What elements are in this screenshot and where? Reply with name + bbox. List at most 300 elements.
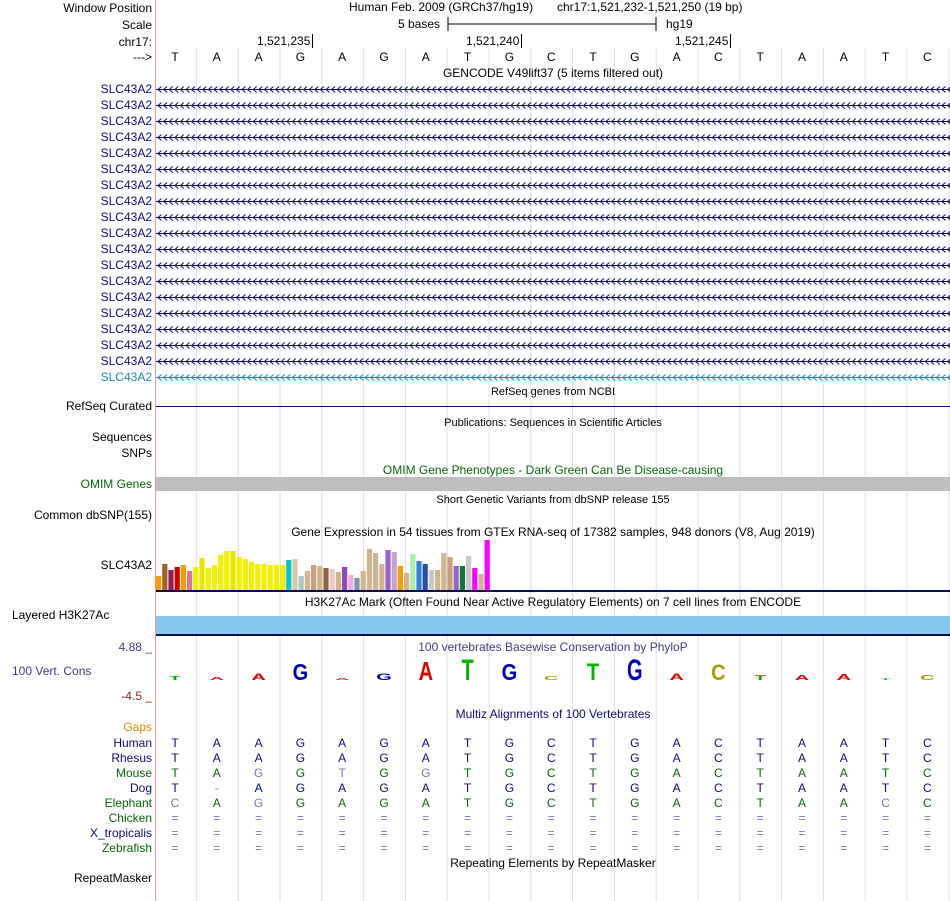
alignment-base: G [295, 736, 306, 750]
alignment-base: = [464, 826, 472, 840]
alignment-base: C [881, 796, 890, 810]
gencode-gene-label[interactable]: SLC43A2 [100, 178, 152, 192]
alignment-base: = [756, 841, 764, 855]
cons-letter: G [627, 654, 643, 688]
alignment-base: C [714, 781, 723, 795]
gencode-gene-label[interactable]: SLC43A2 [100, 146, 152, 160]
alignment-base: C [714, 751, 723, 765]
alignment-base: A [839, 736, 848, 750]
alignment-base: = [338, 811, 346, 825]
alignment-base: = [840, 811, 848, 825]
omim-bar[interactable] [156, 477, 950, 491]
repeatmasker-label[interactable]: RepeatMasker [73, 871, 152, 885]
alignment-base: = [171, 811, 179, 825]
gtex-tissue-bar [280, 565, 285, 590]
gtex-tissue-bar [416, 561, 421, 590]
alignment-base: C [546, 736, 556, 750]
sequence-base: A [672, 50, 681, 64]
alignment-base: A [212, 796, 221, 810]
alignment-base: G [295, 766, 306, 780]
gtex-tissue-bar [478, 574, 483, 590]
window-position-label: Window Position [63, 1, 152, 15]
alignment-base: = [380, 811, 388, 825]
alignment-base: C [923, 766, 932, 780]
alignment-base: = [882, 811, 890, 825]
alignment-base: G [379, 796, 389, 810]
sequence-base: A [797, 50, 806, 64]
gtex-tissue-bar [330, 569, 335, 590]
chrom-label: chr17: [118, 35, 152, 49]
cons-letter: C [920, 673, 935, 682]
gencode-transcript [156, 119, 950, 125]
cons-letter: A [836, 673, 852, 683]
alignment-base: T [589, 736, 597, 750]
alignment-base: G [253, 766, 264, 780]
gtex-tissue-bar [472, 568, 477, 590]
alignment-base: = [380, 841, 388, 855]
alignment-base: = [296, 811, 304, 825]
gtex-tissue-bar [268, 565, 273, 590]
alignment-base: A [839, 751, 848, 765]
alignment-base: G [630, 736, 640, 750]
alignment-base: A [797, 736, 806, 750]
gencode-transcript [156, 295, 950, 301]
gtex-tissue-bar [410, 554, 415, 590]
alignment-base: C [923, 796, 932, 810]
multiz-title: Multiz Alignments of 100 Vertebrates [455, 707, 651, 721]
alignment-base: G [295, 796, 306, 810]
alignment-base: = [756, 811, 764, 825]
alignment-base: A [672, 751, 681, 765]
alignment-base: T [589, 766, 597, 780]
alignment-base: T [463, 751, 472, 765]
alignment-base: A [672, 736, 681, 750]
alignment-base: = [547, 841, 555, 855]
alignment-base: = [673, 811, 681, 825]
gaps-label: Gaps [123, 720, 152, 734]
alignment-base: = [631, 826, 639, 840]
gtex-tissue-bar [292, 559, 297, 590]
alignment-base: = [422, 841, 430, 855]
gtex-tissue-bar [379, 564, 384, 590]
cons-letter: A [794, 673, 810, 682]
gencode-transcript [156, 375, 950, 381]
alignment-base: T [171, 751, 179, 765]
alignment-base: A [797, 796, 806, 810]
alignment-base: T [756, 751, 764, 765]
alignment-base: = [798, 841, 806, 855]
gencode-gene-label[interactable]: SLC43A2 [100, 354, 152, 368]
alignment-base: G [379, 736, 389, 750]
gencode-transcript [156, 183, 950, 189]
gencode-transcript [156, 103, 950, 109]
track-labels [0, 0, 155, 901]
gtex-tissue-bar [162, 564, 167, 590]
gencode-transcript [156, 279, 950, 285]
alignment-base: = [505, 841, 513, 855]
alignment-base: = [255, 811, 263, 825]
gtex-tissue-bar [429, 570, 434, 590]
alignment-base: = [547, 826, 555, 840]
alignment-base: C [714, 766, 723, 780]
alignment-base: = [714, 811, 722, 825]
strand-label: ---> [133, 50, 152, 64]
position-text: chr17:1,521,232-1,521,250 (19 bp) [557, 0, 743, 14]
gtex-tissue-bar [274, 565, 279, 590]
sequence-base: T [463, 50, 472, 64]
dbsnp-label[interactable]: Common dbSNP(155) [33, 508, 152, 522]
alignment-base: G [295, 781, 306, 795]
alignment-base: G [630, 796, 640, 810]
gencode-transcript [156, 151, 950, 157]
alignment-base: T [756, 781, 764, 795]
alignment-base: G [295, 751, 306, 765]
species-label: Human [113, 736, 152, 750]
alignment-base: A [797, 766, 806, 780]
sequence-base: G [504, 50, 515, 64]
alignment-base: C [546, 781, 556, 795]
alignment-base: = [923, 826, 931, 840]
gtex-tissue-bar [212, 565, 217, 590]
alignment-base: = [171, 826, 179, 840]
gtex-tissue-bar [305, 571, 310, 590]
alignment-base: - [214, 781, 219, 795]
gencode-gene-label[interactable]: SLC43A2 [100, 130, 152, 144]
gtex-tissue-bar [323, 568, 328, 590]
gencode-features[interactable] [156, 81, 950, 385]
alignment-base: A [338, 751, 347, 765]
cons-ymin: -4.5 _ [121, 689, 152, 703]
gtex-tissue-bar [404, 573, 409, 590]
publications-title: Publications: Sequences in Scientific Articles [444, 417, 662, 429]
sequence-base: G [630, 50, 640, 64]
cons-letter: T [879, 678, 892, 681]
gencode-transcript [156, 215, 950, 221]
alignment-base: = [798, 811, 806, 825]
alignment-base: G [630, 781, 640, 795]
alignment-base: A [338, 736, 347, 750]
gtex-tissue-bar [243, 559, 248, 590]
assembly-text: Human Feb. 2009 (GRCh37/hg19) [349, 0, 534, 14]
alignment-base: C [714, 796, 723, 810]
alignment-base: = [255, 841, 263, 855]
cons-letter: C [543, 675, 559, 682]
alignment-base: A [672, 796, 681, 810]
gtex-tissue-bar [342, 567, 347, 590]
gencode-gene-label[interactable]: SLC43A2 [100, 338, 152, 352]
alignment-base: G [379, 781, 389, 795]
ruler-tick-label: 1,521,235 [257, 34, 311, 48]
gencode-gene-label[interactable]: SLC43A2 [100, 290, 152, 304]
alignment-base: T [881, 751, 890, 765]
gencode-gene-label[interactable]: SLC43A2 [100, 82, 152, 96]
sequence-base: C [546, 50, 556, 64]
gencode-gene-label[interactable]: SLC43A2 [100, 114, 152, 128]
cons-title: 100 vertebrates Basewise Conservation by PhyloP [418, 640, 688, 654]
cons-letter: A [669, 672, 684, 683]
gencode-gene-label[interactable]: SLC43A2 [100, 258, 152, 272]
cons-label[interactable]: 100 Vert. Cons [12, 664, 92, 678]
gtex-label[interactable]: SLC43A2 [100, 558, 152, 572]
cons-letter: G [501, 658, 518, 686]
gencode-transcript [156, 327, 950, 333]
gtex-tissue-bar [199, 558, 204, 590]
gtex-tissue-bar [286, 560, 291, 590]
gtex-tissue-bar [255, 564, 260, 590]
alignment-base: T [171, 781, 179, 795]
cons-letter: T [754, 673, 767, 682]
alignment-base: A [254, 751, 263, 765]
ruler-tick-label: 1,521,245 [675, 34, 729, 48]
gtex-tissue-bar [224, 551, 229, 590]
alignment-base: T [589, 781, 597, 795]
alignment-base: = [213, 811, 221, 825]
gtex-tissue-bar [398, 566, 403, 590]
gencode-gene-label[interactable]: SLC43A2 [100, 210, 152, 224]
alignment-base: A [338, 796, 347, 810]
dbsnp-title: Short Genetic Variants from dbSNP release 155 [436, 494, 670, 506]
gtex-tissue-bar [249, 562, 254, 590]
h3k27ac-signal[interactable] [156, 616, 950, 634]
alignment-base: = [923, 841, 931, 855]
gtex-tissue-bar [435, 570, 440, 590]
alignment-base: A [421, 736, 430, 750]
gencode-gene-label[interactable]: SLC43A2 [100, 370, 152, 384]
alignment-base: T [756, 736, 764, 750]
h3k27ac-label[interactable]: Layered H3K27Ac [12, 608, 110, 622]
species-label: Mouse [115, 766, 152, 780]
alignment-base: A [839, 796, 848, 810]
alignment-base: A [672, 781, 681, 795]
refseq-title: RefSeq genes from NCBI [490, 386, 616, 398]
alignment-base: T [463, 796, 472, 810]
gtex-tissue-bar [385, 550, 390, 590]
gtex-tissue-bar [454, 566, 459, 590]
gtex-tissue-bar [392, 552, 397, 590]
alignment-base: G [253, 796, 264, 810]
alignment-base: = [505, 811, 513, 825]
cons-letter: T [586, 658, 600, 686]
gtex-tissue-bar [206, 568, 211, 590]
alignment-base: = [840, 841, 848, 855]
alignment-base: A [254, 736, 263, 750]
gencode-gene-label[interactable]: SLC43A2 [100, 162, 152, 176]
alignment-base: = [673, 841, 681, 855]
alignment-base: = [798, 826, 806, 840]
species-label: Chicken [108, 811, 152, 825]
gtex-tissue-bar [361, 571, 366, 590]
alignment-base: T [463, 781, 472, 795]
gencode-transcript [156, 359, 950, 365]
gtex-tissue-bar [485, 540, 490, 590]
gencode-transcript [156, 247, 950, 253]
gencode-gene-label[interactable]: SLC43A2 [100, 242, 152, 256]
gencode-gene-label[interactable]: SLC43A2 [100, 194, 152, 208]
gtex-tissue-bar [181, 565, 186, 590]
cons-letter: G [292, 658, 309, 686]
gencode-gene-label[interactable]: SLC43A2 [100, 98, 152, 112]
species-label: X_tropicalis [89, 826, 152, 840]
sequence-base: T [756, 50, 764, 64]
cons-letter: T [461, 654, 474, 688]
gtex-tissue-bar [336, 572, 341, 590]
cons-letter: A [251, 672, 266, 683]
alignment-base: G [379, 766, 389, 780]
gencode-gene-label[interactable]: SLC43A2 [100, 274, 152, 288]
alignment-base: = [714, 841, 722, 855]
alignment-base: = [631, 811, 639, 825]
alignment-base: T [338, 766, 346, 780]
alignment-base: = [882, 826, 890, 840]
alignment-base: A [839, 781, 848, 795]
alignment-base: G [379, 751, 389, 765]
alignment-base: = [171, 841, 179, 855]
alignment-base: C [923, 736, 932, 750]
alignment-base: = [464, 841, 472, 855]
species-label: Rhesus [111, 751, 152, 765]
sequence-base: T [589, 50, 597, 64]
alignment-base: A [421, 781, 430, 795]
gtex-tissue-bar [367, 549, 372, 590]
alignment-base: T [463, 736, 472, 750]
alignment-base: C [546, 766, 556, 780]
alignment-base: C [923, 781, 932, 795]
gencode-gene-label[interactable]: SLC43A2 [100, 226, 152, 240]
gencode-title: GENCODE V49lift37 (5 items filtered out) [442, 66, 664, 80]
gtex-tissue-bar [230, 551, 235, 590]
gtex-tissue-bar [441, 553, 446, 590]
alignment-base: = [714, 826, 722, 840]
cons-letter: A [418, 656, 434, 686]
sequence-base: G [379, 50, 389, 64]
alignment-base: T [171, 766, 179, 780]
gtex-tissue-bar [311, 565, 316, 590]
gencode-transcript [156, 135, 950, 141]
gencode-transcript [156, 199, 950, 205]
alignment-base: C [923, 751, 932, 765]
refseq-label[interactable]: RefSeq Curated [65, 399, 152, 413]
alignment-base: = [296, 841, 304, 855]
alignment-base: C [546, 751, 556, 765]
alignment-base: = [589, 841, 597, 855]
refseq-line[interactable] [156, 406, 950, 407]
sequence-base: A [839, 50, 848, 64]
sequence-base: A [212, 50, 221, 64]
gtex-chart[interactable] [156, 538, 950, 592]
alignment-base: A [212, 766, 221, 780]
gencode-transcript [156, 311, 950, 317]
alignment-base: C [546, 796, 556, 810]
alignment-base: A [254, 781, 263, 795]
sequences-label[interactable]: Sequences [91, 430, 152, 444]
alignment-base: = [296, 826, 304, 840]
alignment-base: = [464, 811, 472, 825]
gencode-transcript [156, 87, 950, 93]
alignment-base: A [421, 796, 430, 810]
gtex-title: Gene Expression in 54 tissues from GTEx RNA-seq of 17382 samples, 948 donors (V8, Aug 2019) [291, 525, 815, 539]
alignment-base: C [714, 736, 723, 750]
gtex-tissue-bar [423, 564, 428, 590]
sequence-base: G [295, 50, 306, 64]
alignment-base: T [756, 766, 764, 780]
cons-letter: A [334, 677, 350, 681]
gtex-tissue-bar [460, 566, 465, 590]
gtex-tissue-bar [156, 576, 161, 590]
gtex-tissue-bar [168, 570, 173, 590]
cons-letter: A [209, 676, 225, 682]
species-label: Dog [129, 781, 152, 795]
alignment-base: T [881, 781, 890, 795]
sequence-base: T [881, 50, 890, 64]
alignment-base: = [589, 826, 597, 840]
alignment-base: = [380, 826, 388, 840]
alignment-base: = [589, 811, 597, 825]
gencode-gene-label[interactable]: SLC43A2 [100, 322, 152, 336]
gtex-tissue-bar [354, 578, 359, 590]
alignment-base: = [631, 841, 639, 855]
gencode-transcript [156, 343, 950, 349]
snps-label[interactable]: SNPs [121, 446, 152, 460]
h3k27ac-baseline [156, 634, 950, 636]
sequence-base: A [338, 50, 347, 64]
alignment-base: G [504, 736, 515, 750]
alignment-base: G [630, 751, 640, 765]
species-label: Elephant [104, 796, 152, 810]
gencode-transcript [156, 263, 950, 269]
alignment-base: A [839, 766, 848, 780]
alignment-base: C [170, 796, 180, 810]
sequence-base: A [254, 50, 263, 64]
alignment-base: G [504, 781, 515, 795]
sequence-base: C [923, 50, 932, 64]
alignment-base: T [171, 736, 179, 750]
alignment-base: T [589, 751, 597, 765]
alignment-base: = [255, 826, 263, 840]
species-label: Zebrafish [101, 841, 152, 855]
alignment-base: = [882, 841, 890, 855]
scale-text: 5 bases [398, 17, 441, 31]
gtex-tissue-bar [187, 571, 192, 590]
alignment-base: G [630, 766, 640, 780]
track-area[interactable] [156, 0, 950, 901]
cons-logo[interactable] [156, 654, 950, 690]
alignment-base: = [213, 841, 221, 855]
gtex-tissue-bar [193, 567, 198, 590]
alignment-base: G [504, 796, 515, 810]
ruler-tick-label: 1,521,240 [466, 34, 520, 48]
alignment-base: A [797, 781, 806, 795]
alignment-base: = [422, 826, 430, 840]
cons-ymax: 4.88 _ [118, 640, 152, 654]
alignment-base: = [923, 811, 931, 825]
alignment-base: = [547, 811, 555, 825]
h3k27ac-title: H3K27Ac Mark (Often Found Near Active Regulatory Elements) on 7 cell lines from ENCODE [304, 595, 802, 609]
repeatmasker-title: Repeating Elements by RepeatMasker [450, 856, 656, 870]
gtex-tissue-bar [317, 566, 322, 590]
sequence-base: A [421, 50, 430, 64]
gencode-gene-label[interactable]: SLC43A2 [100, 306, 152, 320]
ruler-tick-mark [521, 34, 522, 48]
alignment-base: = [422, 811, 430, 825]
gtex-tissue-bar [175, 567, 180, 590]
alignment-base: = [338, 841, 346, 855]
gencode-transcript [156, 167, 950, 173]
alignment-base: = [213, 826, 221, 840]
gencode-transcript [156, 231, 950, 237]
alignment-base: T [881, 736, 890, 750]
omim-label[interactable]: OMIM Genes [80, 477, 152, 491]
alignment-base: A [338, 781, 347, 795]
